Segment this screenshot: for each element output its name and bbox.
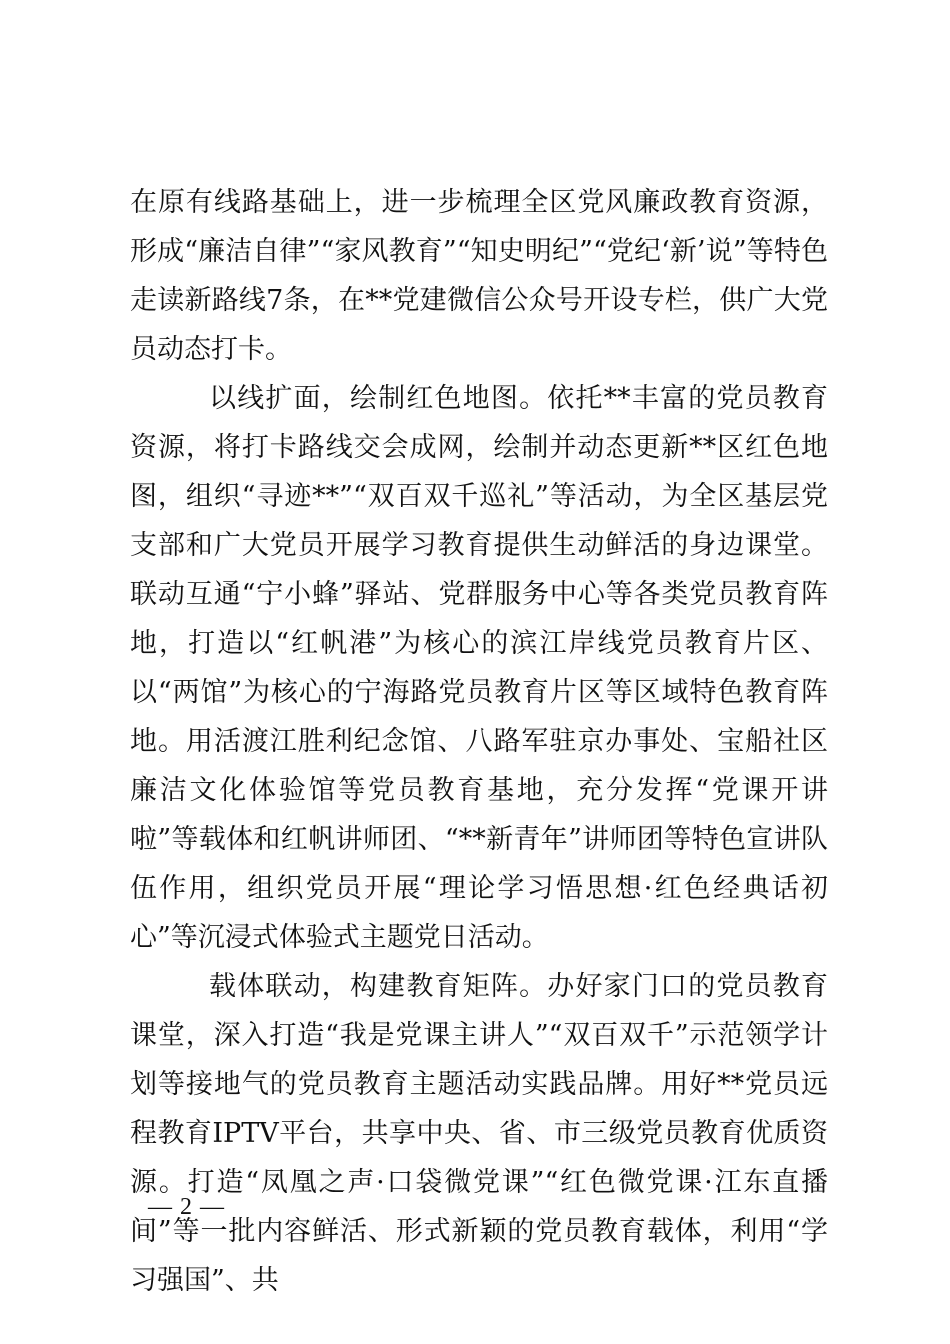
document-body	[130, 178, 828, 1305]
paragraph-continuation: 在原有线路基础上，进一步梳理全区党风廉政教育资源，形成“廉洁自律”“家风教育”“知史明纪”“党纪‘新’说”等特色走读新路线7条，在**党建微信公众号开设专栏，供广大党员动态打卡。	[130, 187, 828, 365]
page-number: — 2 —	[148, 1194, 225, 1220]
paragraph-education-matrix: 载体联动，构建教育矩阵。办好家门口的党员教育课堂，深入打造“我是党课主讲人”“双百双千”示范领学计划等接地气的党员教育主题活动实践品牌。用好**党员远程教育IPTV平台，共享中央、省、市三级党员教育优质资源。打造“凤凰之声·口袋微党课”“红色微党课·江东直播间”等一批内容鲜活、形式新颖的党员教育载体，利用“学习强国”、共	[130, 971, 828, 1296]
paragraph-red-map: 以线扩面，绘制红色地图。依托**丰富的党员教育资源，将打卡路线交会成网，绘制并动态更新**区红色地图，组织“寻迹**”“双百双千巡礼”等活动，为全区基层党支部和广大党员开展学习教育提供生动鲜活的身边课堂。联动互通“宁小蜂”驿站、党群服务中心等各类党员教育阵地，打造以“红帆港”为核心的滨江岸线党员教育片区、以“两馆”为核心的宁海路党员教育片区等区域特色教育阵地。用活渡江胜利纪念馆、八路军驻京办事处、宝船社区廉洁文化体验馆等党员教育基地，充分发挥“党课开讲啦”等载体和红帆讲师团、“**新青年”讲师团等特色宣讲队伍作用，组织党员开展“理论学习悟思想·红色经典话初心”等沉浸式体验式主题党日活动。	[130, 383, 828, 953]
